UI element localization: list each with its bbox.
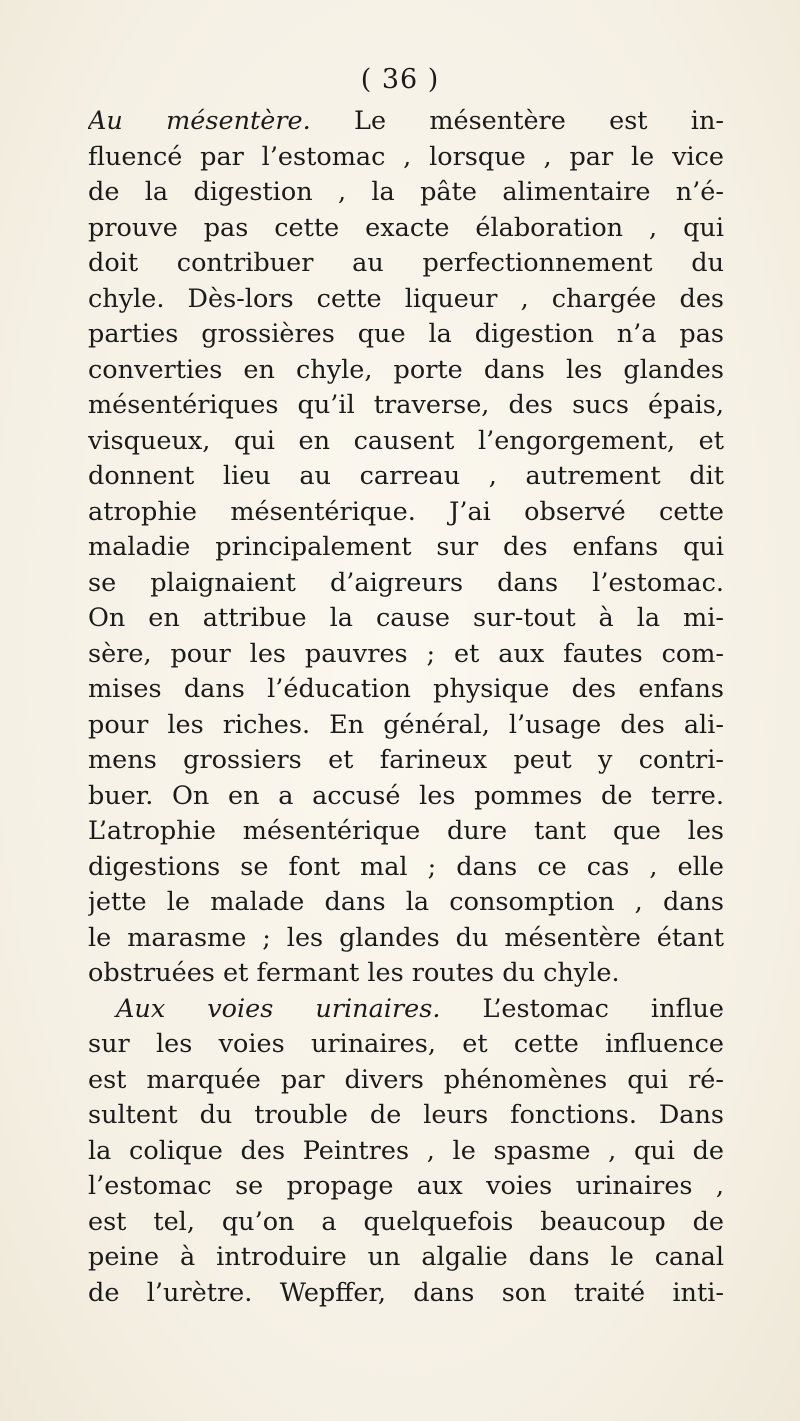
body-text: [88, 104, 724, 1311]
text-line: sur les voies urinaires, et cette influence: [88, 1029, 724, 1059]
text-span: L’estomac influe: [482, 993, 724, 1024]
paragraph-1-first-line: [88, 104, 724, 140]
text-line: fluencé par l’estomac , lorsque , par le vice: [88, 141, 724, 172]
text-line: mens grossiers et farineux peut y contri-: [88, 745, 724, 775]
text-line: maladie principalement sur des enfans qui: [88, 532, 724, 562]
section-heading-mesentere: Au mésentère.: [88, 106, 311, 136]
text-line: parties grossières que la digestion n’a pas: [88, 319, 724, 349]
text-line: atrophie mésentérique. J’ai observé cette: [88, 496, 724, 527]
text-line: de l’urètre. Wepffer, dans son traité inti-: [88, 1277, 724, 1308]
text-line: est marquée par divers phénomènes qui ré-: [88, 1064, 724, 1095]
text-line: sultent du trouble de leurs fonctions. Dans: [88, 1100, 724, 1130]
text-line: prouve pas cette exacte élaboration , qui: [88, 212, 724, 243]
text-line: sère, pour les pauvres ; et aux fautes com-: [88, 638, 724, 669]
text-line: obstruées et fermant les routes du chyle.: [88, 958, 620, 988]
text-span: Le mésentère est in-: [354, 106, 724, 136]
text-line: pour les riches. En général, l’usage des ali-: [88, 709, 724, 740]
text-line: buer. On en a accusé les pommes de terre.: [88, 780, 724, 811]
text-line: jette le malade dans la consomption , dans: [88, 887, 724, 917]
page-number: ( 36 ): [360, 64, 440, 95]
text-line: est tel, qu’on a quelquefois beaucoup de: [88, 1206, 724, 1237]
text-line: peine à introduire un algalie dans le canal: [88, 1242, 724, 1272]
text-line: l’estomac se propage aux voies urinaires ,: [88, 1171, 724, 1201]
text-line: mises dans l’éducation physique des enfans: [88, 674, 724, 704]
section-heading-voies-urinaires: Aux voies urinaires.: [116, 993, 441, 1024]
text-line: donnent lieu au carreau , autrement dit: [88, 461, 724, 491]
text-line: se plaignaient d’aigreurs dans l’estomac.: [88, 567, 724, 598]
text-line: visqueux, qui en causent l’engorgement, et: [88, 425, 724, 456]
text-line: la colique des Peintres , le spasme , qui de: [88, 1135, 724, 1166]
text-line: L’atrophie mésentérique dure tant que les: [88, 816, 724, 846]
paragraph-2-first-line: [88, 992, 724, 1028]
text-line: mésentériques qu’il traverse, des sucs épais,: [88, 390, 724, 420]
text-line: doit contribuer au perfectionnement du: [88, 248, 724, 278]
text-line: de la digestion , la pâte alimentaire n’é-: [88, 177, 724, 207]
text-line: On en attribue la cause sur-tout à la mi-: [88, 603, 724, 633]
text-line: converties en chyle, porte dans les glandes: [88, 354, 724, 385]
text-line: chyle. Dès-lors cette liqueur , chargée des: [88, 283, 724, 314]
text-line: digestions se font mal ; dans ce cas , elle: [88, 851, 724, 882]
text-line: le marasme ; les glandes du mésentère étant: [88, 922, 724, 953]
